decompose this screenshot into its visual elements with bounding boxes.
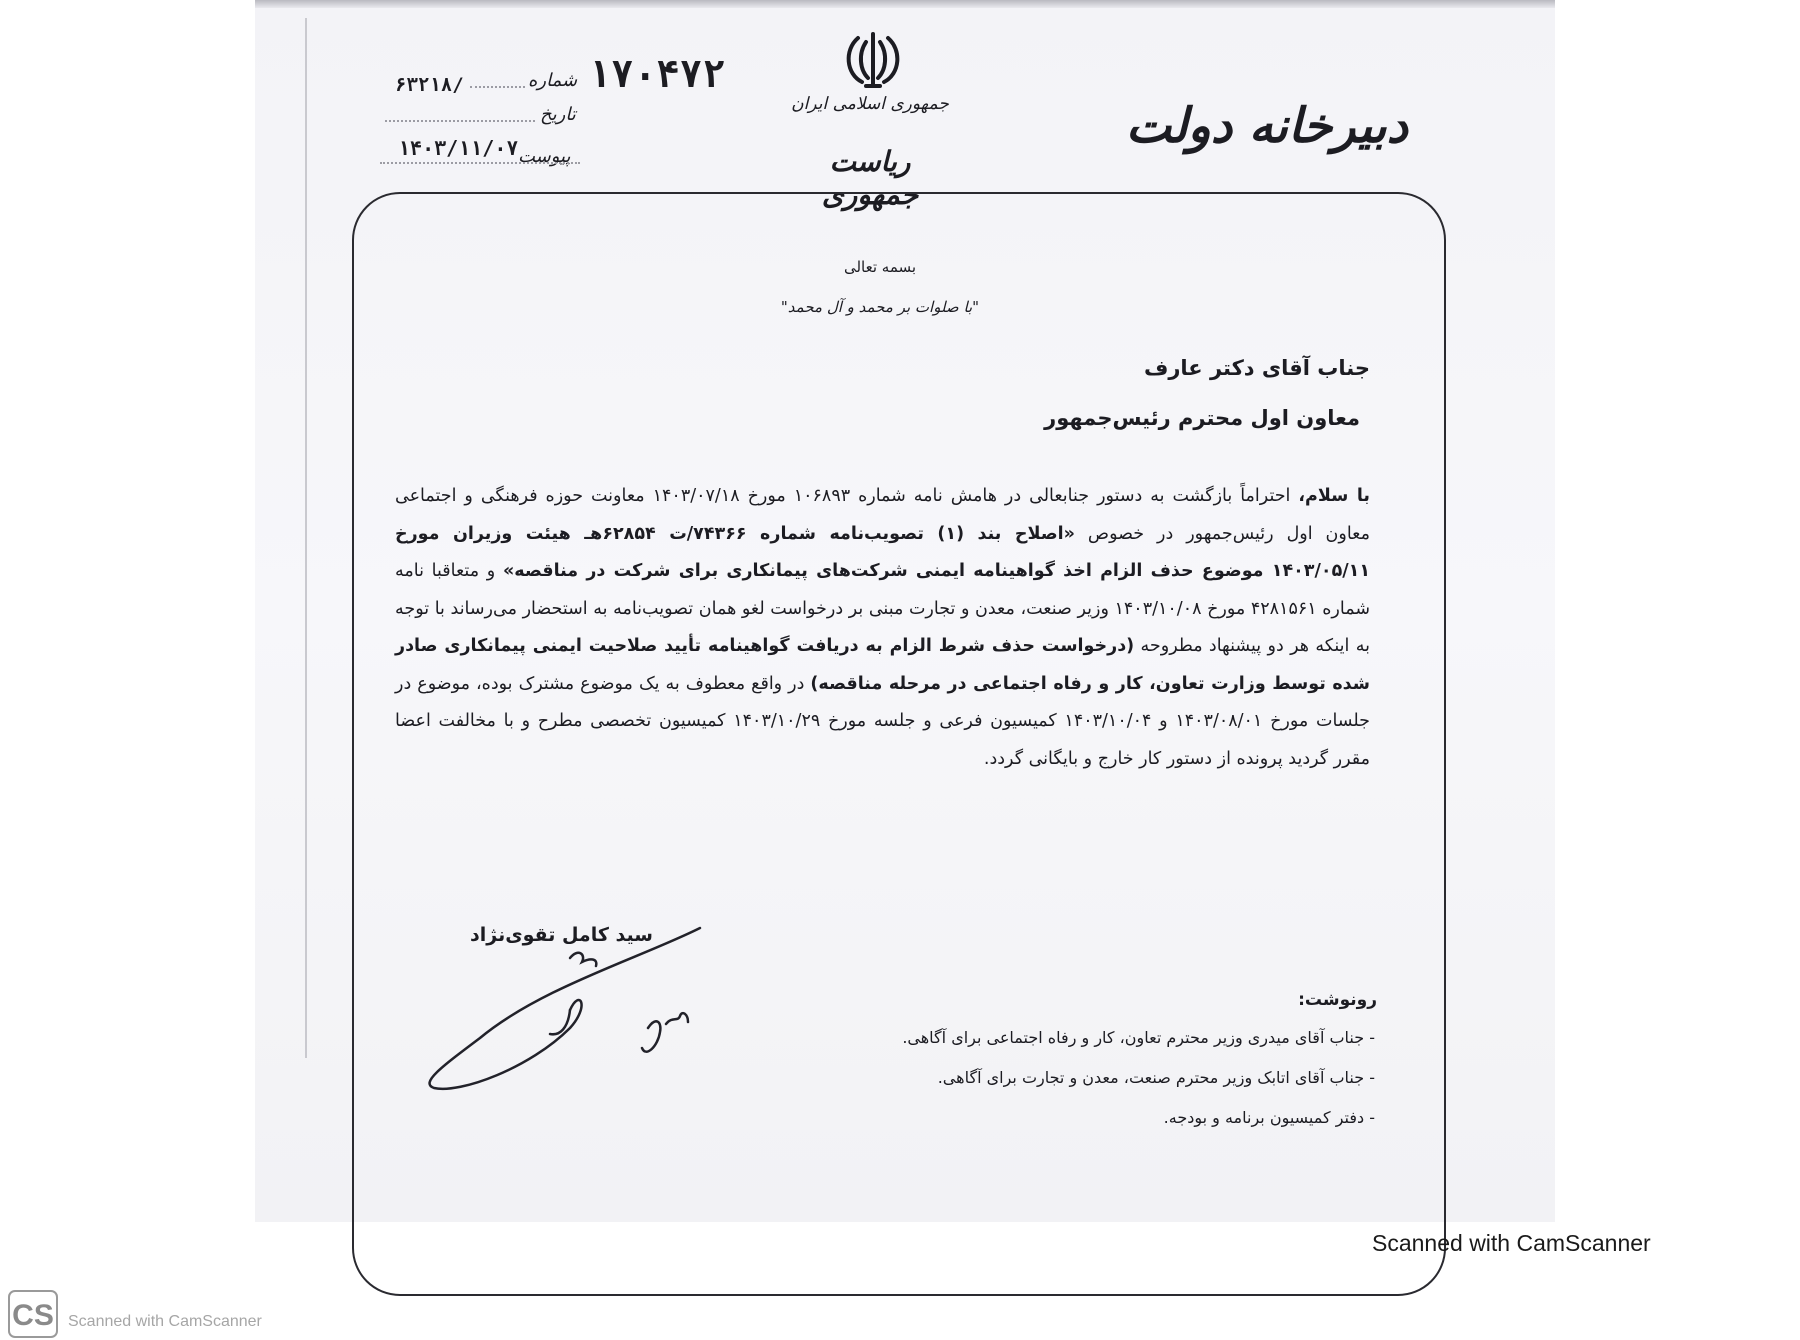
attachment-label: پیوست <box>518 146 571 167</box>
letter-number: ۱۷۰۴۷۲ <box>588 52 726 96</box>
date-label: تاریخ <box>540 104 576 125</box>
body-text: و متعاقبا نامه شماره ۴۲۸۱۵۶۱ مورخ ۱۴۰۳/۱۰/۰۸ وزیر صنعت، معدن و تجارت مبنی بر درخواست لغو همان تصویب‌نامه به استحضار می‌رساند با توجه به اینکه هر دو پیشنهاد مطروحه <box>395 561 1370 656</box>
cc-item: - جناب آقای میدری وزیر محترم تعاون، کار و رفاه اجتماعی برای آگاهی. <box>902 1028 1375 1047</box>
salawat-line: "با صلوات بر محمد و آل محمد" <box>780 298 980 316</box>
cc-item: - جناب آقای اتابک وزیر محترم صنعت، معدن و تجارت برای آگاهی. <box>937 1068 1375 1087</box>
national-emblem-icon <box>840 28 906 90</box>
greeting: با سلام، <box>1298 486 1370 506</box>
body-proposals: (درخواست حذف شرط الزام به دریافت گواهینامه تأیید صلاحیت ایمنی پیمانکاری صادر شده توسط وزارت تعاون، کار و رفاه اجتماعی در مرحله مناقصه) <box>395 636 1370 694</box>
dotted-line <box>380 162 580 164</box>
cc-title: رونوشت: <box>1298 990 1377 1010</box>
scanner-watermark: Scanned with CamScanner <box>1372 1230 1651 1256</box>
cc-list <box>902 1028 1375 1148</box>
camscanner-logo-icon: CS <box>8 1290 58 1338</box>
country-name: جمهوری اسلامی ایران <box>791 94 949 114</box>
organization-title: دبیرخانه دولت <box>1125 98 1408 154</box>
addressee-name: جناب آقای دکتر عارف <box>1143 356 1370 380</box>
paper-top-edge <box>255 0 1555 8</box>
body-subject: «اصلاح بند (۱) تصویب‌نامه شماره ۷۴۳۶۶/ت ۶۲۸۵۴هـ هیئت وزیران مورخ ۱۴۰۳/۰۵/۱۱ موضوع حذف الزام اخذ گواهینامه ایمنی شرکت‌های پیمانکاری برای شرکت در مناقصه» <box>395 523 1370 581</box>
dotted-line <box>385 120 535 122</box>
invocation: بسمه تعالی <box>843 258 917 276</box>
letter-date: ۱۴۰۳/۱۱/۰۷ <box>398 136 519 160</box>
margin-line <box>305 18 307 1058</box>
scanner-footer: Scanned with CamScanner <box>68 1313 262 1330</box>
presidency-title: ریاست جمهوری <box>821 145 919 211</box>
body-text: احتراماً بازگشت به دستور جنابعالی در هامش نامه شماره ۱۰۶۸۹۳ مورخ ۱۴۰۳/۰۷/۱۸ معاونت حوزه فرهنگی و اجتماعی معاون اول رئیس‌جمهور در خصوص <box>395 486 1370 544</box>
reference-number: ۶۳۲۱۸/ <box>395 74 464 96</box>
letter-body <box>395 478 1370 778</box>
body-text: در واقع معطوف به یک موضوع مشترک بوده، موضوع در جلسات مورخ ۱۴۰۳/۰۸/۰۱ و ۱۴۰۳/۱۰/۰۴ کمیسیون فرعی و جلسه مورخ ۱۴۰۳/۱۰/۲۹ کمیسیون تخصصی مطرح و با مخالفت اعضا مقرر گردید پرونده از دستور کار خارج و بایگانی گردد. <box>395 673 1370 769</box>
number-label: شماره <box>528 70 578 91</box>
dotted-line <box>470 86 525 88</box>
signer-name: سید کامل تقوی‌نژاد <box>470 924 653 946</box>
handwritten-signature <box>420 918 720 1098</box>
cc-item: - دفتر کمیسیون برنامه و بودجه. <box>1163 1108 1375 1127</box>
addressee-title: معاون اول محترم رئیس‌جمهور <box>1044 406 1360 430</box>
